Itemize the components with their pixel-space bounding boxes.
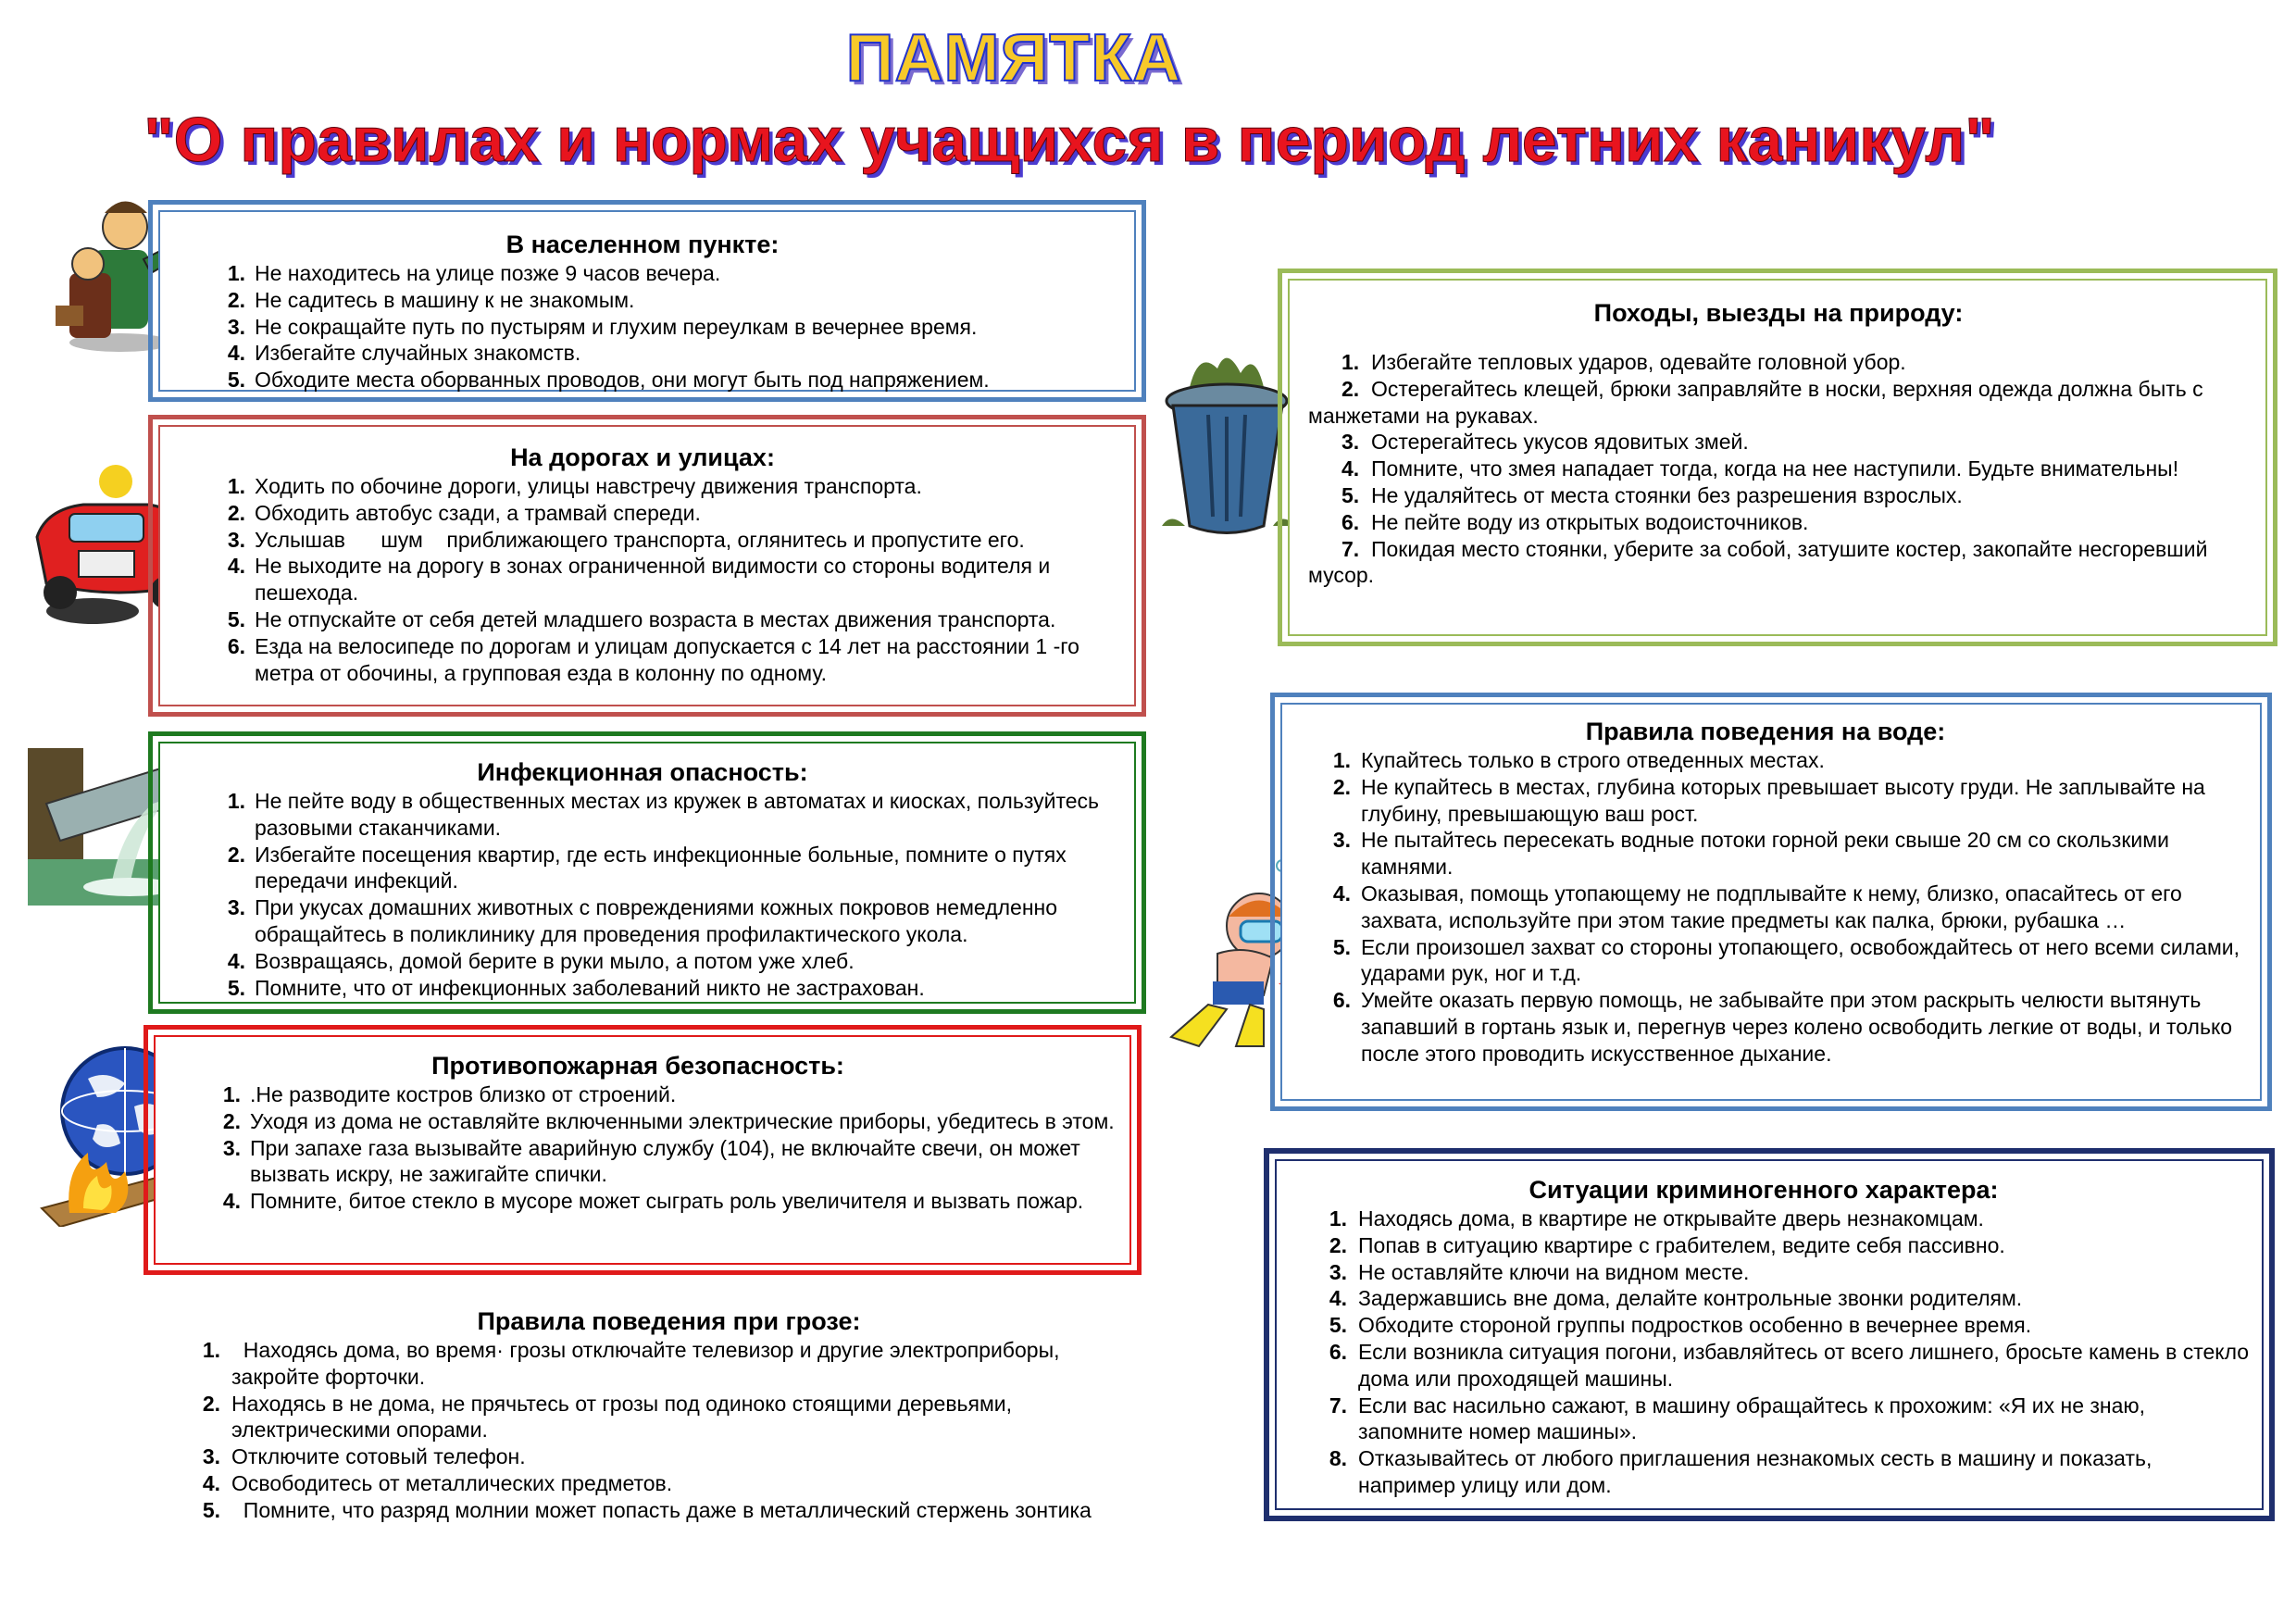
list-item: 5. Не удаляйтесь от места стоянки без разрешения взрослых.	[1341, 482, 1963, 507]
water-rules-box	[1270, 693, 2272, 1111]
list-item: 5. Обходите места оборванных проводов, они могут быть под напряжением.	[227, 368, 990, 393]
fire-rules-box	[144, 1025, 1142, 1275]
roads-heading: На дорогах и улицах:	[510, 443, 775, 471]
list-item: 7. Если вас насильно сажают, в машину обращайтесь к прохожим: «Я их не знаю, запомните номер машины».	[1329, 1393, 2146, 1444]
settlement-heading: В населенном пункте:	[505, 231, 780, 258]
list-item: 1. Избегайте тепловых ударов, одевайте головной убор.	[1341, 350, 1906, 374]
list-item: 1. Находясь дома, в квартире не открывайте дверь незнакомцам.	[1329, 1206, 1984, 1230]
list-item: 1. Купайтесь только в строго отведенных местах.	[1332, 748, 1825, 772]
storm-list	[194, 1337, 1120, 1524]
list-item: 5. Помните, что разряд молнии может попасть даже в металлический стержень зонтика	[202, 1497, 1092, 1522]
nature-heading: Походы, выезды на природу:	[1593, 299, 1964, 327]
roads-list	[160, 473, 1125, 686]
page-title: ПАМЯТКА	[845, 21, 1182, 95]
list-item: 4. Оказывая, помощь утопающему не подплывайте к нему, близко, опасайтесь от его захвата, используйте при этом такие предметы как палка, брюки, рубашка …	[1332, 881, 2182, 932]
settlement-rules-box	[148, 200, 1146, 402]
list-item: 4. Помните, что змея нападает тогда, когда на нее наступили. Будьте внимательны!	[1341, 456, 2179, 481]
list-item: 7. Покидая место стоянки, уберите за собой, затушите костер, закопайте несгоревший мусор.	[1308, 536, 2208, 588]
list-item: 3. Услышав шум приближающего транспорта, оглянитесь и пропустите его.	[227, 527, 1025, 552]
list-item: 6. Езда на велосипеде по дорогам и улицам допускается с 14 лет на расстоянии 1 -го метра от обочины, а групповая езда в колонну по одному.	[227, 633, 1079, 685]
list-item: 3. Не оставляйте ключи на видном месте.	[1329, 1259, 1750, 1284]
list-item: 2. Уходя из дома не оставляйте включенными электрические приборы, убедитесь в этом.	[222, 1108, 1115, 1133]
list-item: 1. Не находитесь на улице позже 9 часов вечера.	[227, 261, 721, 285]
nature-rules-box	[1278, 269, 2277, 646]
list-item: 4. Помните, битое стекло в мусоре может сыграть роль увеличителя и вызвать пожар.	[222, 1189, 1084, 1214]
infection-heading: Инфекционная опасность:	[477, 758, 808, 786]
list-item: 6. Умейте оказать первую помощь, не забывайте при этом раскрыть челюсти вытянуть запавший в гортань язык и, перегнув через колено освободить легкие от воды, и только после этого проводить искусственное дыхание.	[1332, 988, 2233, 1066]
list-item: 5. Обходите стороной группы подростков особенно в вечернее время.	[1329, 1313, 2032, 1338]
list-item: 4. Избегайте случайных знакомств.	[227, 341, 581, 366]
list-item: 1. Ходить по обочине дороги, улицы навстречу движения транспорта.	[227, 474, 922, 498]
list-item: 6. Если возникла ситуация погони, избавляйтесь от всего лишнего, бросьте камень в стекло дома или проходящей машины.	[1329, 1339, 2250, 1391]
list-item: 5. Если произошел захват со стороны утопающего, освобождайтесь от него всеми силами, ударами рук, ног и т.д.	[1332, 934, 2240, 986]
list-item: 2. Не купайтесь в местах, глубина которых превышает высоту груди. Не заплывайте на глубину, превышающую ваш рост.	[1332, 774, 2205, 826]
list-item: 2. Попав в ситуацию квартире с грабителем, ведите себя пассивно.	[1329, 1232, 2005, 1257]
list-item: 1. Не пейте воду в общественных местах из кружек в автоматах и киосках, пользуйтесь разовыми стаканчиками.	[227, 789, 1100, 840]
list-item: 6. Не пейте воду из открытых водоисточников.	[1341, 509, 1809, 534]
list-item: 1. .Не разводите костров близко от строений.	[222, 1082, 677, 1106]
crime-list	[1277, 1206, 2251, 1499]
settlement-list	[160, 260, 1125, 394]
list-item: 2. Находясь в не дома, не прячьтесь от грозы под одиноко стоящими деревьями, электрическими опорами.	[202, 1391, 1013, 1443]
list-item: 4. Возвращаясь, домой берите в руки мыло, а потом уже хлеб.	[227, 948, 855, 973]
list-item: 3. Не сокращайте путь по пустырям и глухим переулкам в вечернее время.	[227, 314, 978, 339]
list-item: 5. Не отпускайте от себя детей младшего возраста в местах движения транспорта.	[227, 606, 1056, 631]
crime-rules-box	[1264, 1148, 2275, 1521]
list-item: 4. Задержавшись вне дома, делайте контрольные звонки родителям.	[1329, 1286, 2023, 1311]
infection-list	[160, 788, 1125, 1001]
list-item: 8. Отказывайтесь от любого приглашения незнакомых сесть в машину и показать, например улицу или дом.	[1329, 1446, 2152, 1497]
list-item: 4. Не выходите на дорогу в зонах ограниченной видимости со стороны водителя и пешехода.	[227, 554, 1051, 606]
roads-rules-box	[148, 415, 1146, 717]
list-item: 3. Не пытайтесь пересекать водные потоки горной реки свыше 20 см со скользкими камнями.	[1332, 828, 2169, 880]
list-item: 2. Избегайте посещения квартир, где есть инфекционные больные, помните о путях передачи инфекций.	[227, 842, 1067, 893]
water-heading: Правила поведения на воде:	[1585, 718, 1946, 745]
fire-heading: Противопожарная безопасность:	[431, 1052, 844, 1080]
infection-rules-box	[148, 731, 1146, 1014]
list-item: 5. Помните, что от инфекционных заболеваний никто не застрахован.	[227, 975, 925, 1000]
storm-heading: Правила поведения при грозе:	[477, 1307, 861, 1335]
list-item: 3. Остерегайтесь укусов ядовитых змей.	[1341, 430, 1749, 455]
list-item: 3. Отключите сотовый телефон.	[202, 1444, 526, 1469]
fire-list	[156, 1081, 1120, 1215]
storm-rules-section	[194, 1305, 1120, 1524]
list-item: 1. Находясь дома, во время· грозы отключайте телевизор и другие электроприборы, закройте форточки.	[202, 1338, 1066, 1389]
page-subtitle: "О правилах и нормах учащихся в период летних каникул"	[144, 105, 1995, 175]
list-item: 3. При укусах домашних животных с повреждениями кожных покровов немедленно обращайтесь в поликлинику для проведения профилактического укола.	[227, 895, 1058, 946]
list-item: 2. Обходить автобус сзади, а трамвай спереди.	[227, 500, 701, 525]
list-item: 2. Не садитесь в машину к не знакомым.	[227, 287, 635, 312]
nature-list	[1308, 349, 2249, 589]
list-item: 2. Остерегайтесь клещей, брюки заправляйте в носки, верхняя одежда должна быть с манжетами на рукавах.	[1308, 376, 2203, 428]
water-list	[1282, 747, 2249, 1068]
list-item: 4. Освободитесь от металлических предметов.	[202, 1470, 673, 1495]
crime-heading: Ситуации криминогенного характера:	[1529, 1176, 1999, 1204]
list-item: 3. При запахе газа вызывайте аварийную службу (104), не включайте свечи, он может вызвать искру, не зажигайте спички.	[222, 1135, 1080, 1187]
